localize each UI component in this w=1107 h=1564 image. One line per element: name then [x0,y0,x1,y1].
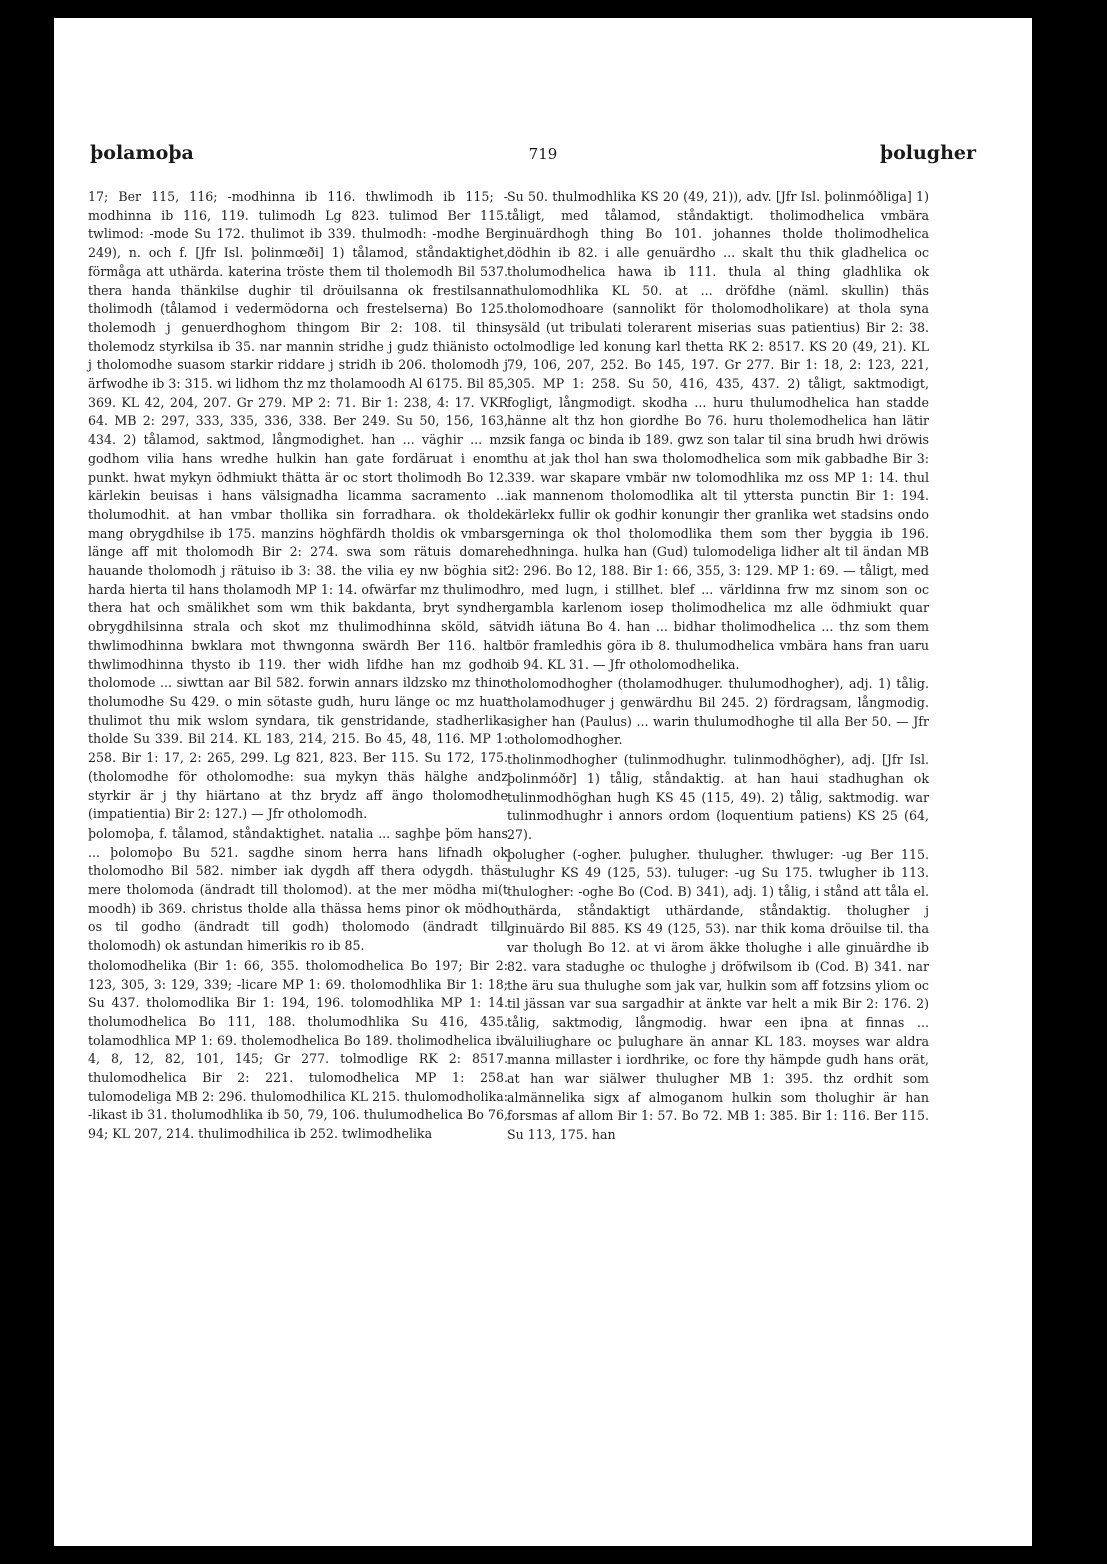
entry-tholugher: þolugher (-ogher. þulugher. thulugher. thwluger: -ug Ber 115. tulughr KS 49 (125, 53). tuluger: -ug Su 175. twlugher ib 113. thulogher: -oghe Bo (Cod. B) 341), adj. 1) tålig, i stånd att tåla el. uthärda, ståndaktigt uthärdande, ståndaktig. tholugher j ginuärdo Bil 885. KS 49 (125, 53). nar thik koma dröuilse til. tha var tholugh Bo 12. at vi ärom äkke tholughe i alle ginuärdhe ib 82. vara stadughe oc thuloghe j dröfwilsom ib (Cod. B) 341. nar the äru sua thulughe som jak var, hulkin som aff fotzsins yliom oc til jässan var sua sargadhir at änkte var helt a mik Bir 2: 176. 2) tålig, saktmodig, långmodig. hwar een iþna at finnas ... väluiliughare oc þulughare än annar KL 183. moyses war aldra manna millaster i iordhrike, oc fore thy hämpde gudh hans orät, at han war siälwer thulugher MB 1: 395. thz ordhit som almännelika sigx af almoganom hulkin som tholughir är han forsmas af allom Bir 1: 57. Bo 72. MB 1: 385. Bir 1: 116. Ber 115. Su 113, 175. han [507,846,929,1143]
entry-tholomodhelika: tholomodhelika (Bir 1: 66, 355. tholomodhelica Bo 197; Bir 2: 123, 305, 3: 129, 339; -licare MP 1: 69. tholomodhlika Bir 1: 18; Su 437. tholomodlika Bir 1: 194, 196. tolomodhlika MP 1: 14. tholumodhelica Bo 111, 188. tholumodhlika Su 416, 435. tolamodhlica MP 1: 69. tholemodhelica Bo 189. tholimodhelica ib 4, 8, 12, 82, 101, 145; Gr 277. tolmodlige RK 2: 8517. thulomodhelica Bir 2: 221. tulomodhelica MP 1: 258. tulomodeliga MB 2: 296. thulomodhilica KL 215. thulomodholika: -likast ib 31. tholumodhlika ib 50, 79, 106. thulumodhelica Bo 76, 94; KL 207, 214. thulimodhilica ib 252. twlimodhelika [88,957,508,1142]
running-header [54,142,1032,168]
entry-tholinmodhogher: tholinmodhogher (tulinmodhughr. tulinmodhögher), adj. [Jfr Isl. þolinmóðr] 1) tålig, ståndaktig. at han haui stadhughan ok tulinmodhöghan hugh KS 45 (115, 49). 2) tålig, saktmodig. war tulinmodhughr i annors ordom (loquentium patiens) KS 25 (64, 27). [507,752,929,842]
left-column [88,188,508,1144]
entry-tholomodh-continued: 17; Ber 115, 116; -modhinna ib 116. thwlimodh ib 115; -modhinna ib 116, 119. tulimodh Lg 823. tulimod Ber 115. twlimod: -mode Su 172. thulimot ib 339. thulmodh: -modhe Ber 249), n. och f. [Jfr Isl. þolinmœði] 1) tålamod, ståndaktighet, förmåga att uthärda. katerina tröste them til tholemodh Bil 537. thera handa thänkilse dughir til dröuilsanna ok frestilsanna tholimodh (tålamod i vedermödorna och frestelserna) Bo 125. tholemodh j genuerdhoghom thingom Bir 2: 108. til thins tholemodz styrkilsa ib 35. nar mannin stridhe j gudz thiänisto oc j tholomodhe suasom starkir riddare j stridh ib 206. tholomodh j ärfwodhe ib 3: 315. wi lidhom thz mz tholamoodh Al 6175. Bil 85, 369. KL 42, 204, 207. Gr 279. MP 2: 71. Bir 1: 238, 4: 17. VKR 64. MB 2: 297, 333, 335, 336, 338. Ber 249. Su 50, 156, 163, 434. 2) tålamod, saktmod, långmodighet. han ... väghir ... mz godhom vilia hans wredhe hulkin han gate fordäruat i enom punkt. hwat mykyn ödhmiukt thätta är oc stort tholimodh Bo 12. kärlekin beuisas i hans välsignadha licamma sacramento ... tholumodhit. at han vmbar thollika sin forradhara. ok tholde mang obrygdhilse ib 175. manzins höghfärdh tholdis ok vmbars länge aff mit tholomodh Bir 2: 274. swa som rätuis domare hauande tholomodh j rätuiso ib 3: 38. the vilia ey nw böghia sit harda hierta til hans tholamodh MP 1: 14. ofwärfar mz thulimodh thera hat och smälikhet som wm thik bakdanta, bryt syndher obrygdhilsinna strala och skot mz thulimodhinna sköld, sät thwlimodhinna bwklara mot thwngonna swärdh Ber 116. halt thwlimodhinna thysto ib 119. ther widh lifdhe han mz godho tholomode ... siwttan aar Bil 582. forwin annars ildzsko mz thino tholumodhe Su 429. o min sötaste gudh, huru länge oc mz huat thulimot thu mik wslom syndara, tik genstridande, stadherlika tholde Su 339. Bil 214. KL 183, 214, 215. Bo 45, 48, 116. MP 1: 258. Bir 1: 17, 2: 265, 299. Lg 821, 823. Ber 115. Su 172, 175. (tholomodhe för otholomodhe: sua mykyn thäs hälghe andz styrkir är j thy hiärtano at thz brydz aff ängo tholomodhe (impatientia) Bir 2: 127.) — Jfr otholomodh. [88,189,508,822]
entry-tholomotha: þolomoþa, f. tålamod, ståndaktighet. natalia ... saghþe þöm hans ... þolomoþo Bu 521. sagdhe sinom herra hans lifnadh ok tholomodho Bil 582. nimber iak dygdh aff thera odygdh. thäs mere tholomoda (ändradt till tholomod). at the mer mödha mi(t moodh) ib 369. christus tholde alla thässa hems pinor ok mödho os til godho (ändradt till godh) tholomodo (ändradt till tholomodh) ok astundan himerikis ro ib 85. [88,825,508,954]
page-number: 719 [528,145,558,163]
entry-tholomodhogher: tholomodhogher (tholamodhuger. thulumodhogher), adj. 1) tålig. tholamodhuger j genwärdhu Bil 245. 2) fördragsam, långmodig. sigher han (Paulus) ... warin thulumodhoghe til alla Ber 50. — Jfr otholomodhogher. [507,676,929,748]
dictionary-page [54,18,1032,1546]
header-left-word: þolamoþa [90,142,194,164]
header-right-word: þolugher [879,142,976,164]
right-column [507,188,929,1145]
entry-tholomodhelika-continued: Su 50. thulmodhlika KS 20 (49, 21)), adv. [Jfr Isl. þolinmóðliga] 1) tåligt, med tålamod, ståndaktigt. tholimodhelica vmbära ginuärdhogh thing Bo 101. johannes tholde tholimodhelica dödhin ib 82. i alle genuärdho ... skalt thu thik gladhelica oc tholumodhelica hawa ib 111. thula al thing gladhlika ok thulomodhlika KL 50. at ... dröfdhe (näml. skullin) thäs tholomodhoare (sannolikt för tholomodholikare) at thola syna ysäld (ut tribulati tolerarent miserias suas patientius) Bir 2: 38. tolmodlige led konung karl thetta RK 2: 8517. KS 20 (49, 21). KL 79, 106, 207, 252. Bo 145, 197. Gr 277. Bir 1: 18, 2: 123, 221, 305. MP 1: 258. Su 50, 416, 435, 437. 2) tåligt, saktmodigt, fogligt, långmodigt. skodha ... huru thulumodhelica han stadde hänne alt thz hon giordhe Bo 76. huru tholemodhelica han lätir sik fanga oc binda ib 189. gwz son talar til sina brudh hwi dröwis thu at jak thol han swa tholomodhelica som mik gabbadhe Bir 3: 339. war skapare vmbär nw tolomodhlika mz oss MP 1: 14. thul iak mannenom tholomodlika alt til yttersta punctin Bir 1: 194. kärlekx fullir ok godhir konungir ther granlika wet stadsins ondo gerninga ok thol tholomodlika them som ther byggia ib 196. hedhninga. hulka han (Gud) tulomodeliga lidher alt til ändan MB 2: 296. Bo 12, 188. Bir 1: 66, 355, 3: 129. MP 1: 69. — tåligt, med ro, med lugn, i stillhet. blef ... världinna frw mz sinom son oc gambla karlenom iosep tholimodhelica mz alle ödhmiukt quar vidh iätuna Bo 4. han ... bidhar tholimodhelica ... thz som them bör framledhis göra ib 8. thulumodhelica vmbära hans fran uaru ib 94. KL 31. — Jfr otholomodhelika. [507,189,929,672]
